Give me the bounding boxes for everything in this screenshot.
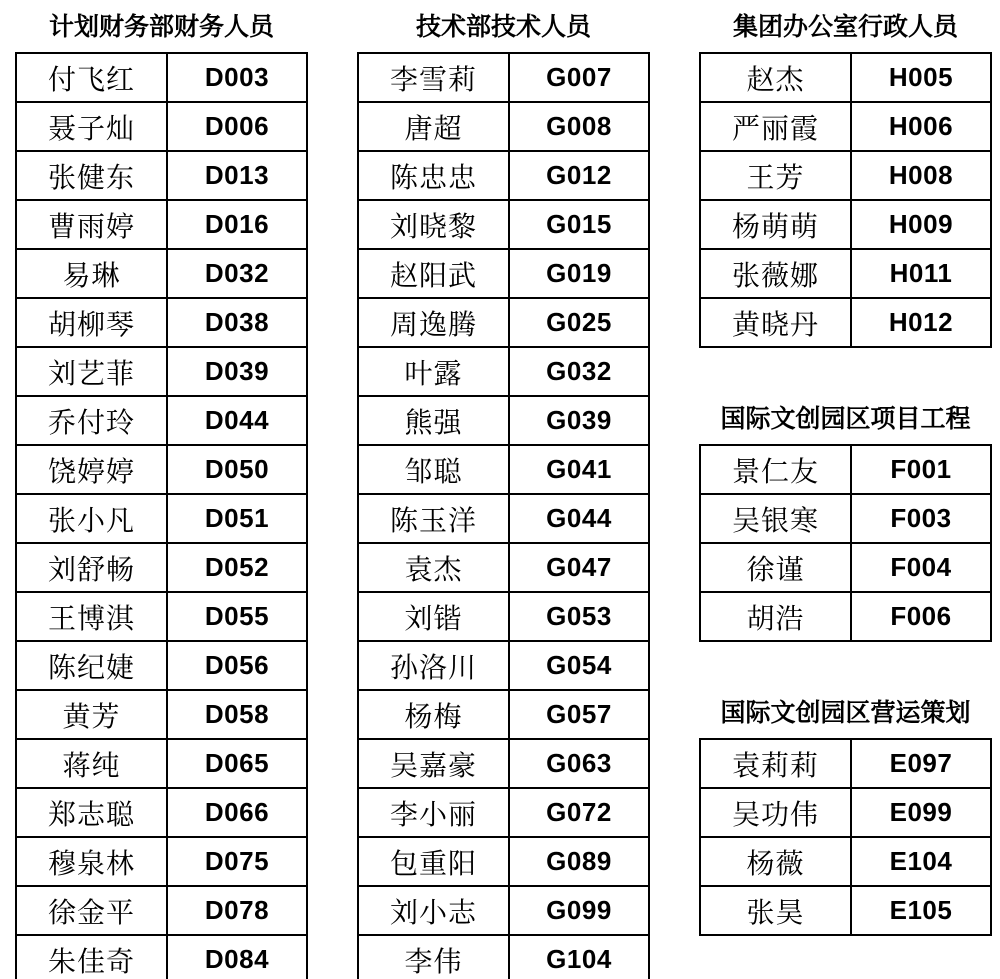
- group-title: 国际文创园区项目工程: [720, 405, 971, 433]
- employee-code: G053: [509, 592, 649, 641]
- table-row: [16, 249, 307, 298]
- column-technology-department: [357, 12, 650, 979]
- employee-code: G054: [509, 641, 649, 690]
- employee-code: G007: [509, 53, 649, 102]
- employee-name: 杨薇: [700, 837, 851, 886]
- group-title: 国际文创园区营运策划: [720, 699, 971, 727]
- employee-name: 胡浩: [700, 592, 851, 641]
- table-row: [16, 788, 307, 837]
- employee-name: 张昊: [700, 886, 851, 935]
- table-row: [358, 886, 649, 935]
- table-row: [700, 200, 991, 249]
- employee-name: 吴功伟: [700, 788, 851, 837]
- employee-name: 吴银寒: [700, 494, 851, 543]
- table-row: [358, 445, 649, 494]
- roster-table-body: [16, 53, 307, 979]
- employee-code: D052: [167, 543, 307, 592]
- table-row: [16, 151, 307, 200]
- employee-name: 徐金平: [16, 886, 167, 935]
- employee-name: 李雪莉: [358, 53, 509, 102]
- roster-table-body: [700, 445, 991, 641]
- table-row: [358, 935, 649, 979]
- employee-name: 杨萌萌: [700, 200, 851, 249]
- table-row: [700, 298, 991, 347]
- table-row: [700, 543, 991, 592]
- table-row: [16, 298, 307, 347]
- employee-name: 周逸腾: [358, 298, 509, 347]
- table-row: [16, 592, 307, 641]
- employee-name: 赵阳武: [358, 249, 509, 298]
- table-row: [16, 102, 307, 151]
- employee-code: G047: [509, 543, 649, 592]
- table-row: [700, 886, 991, 935]
- employee-name: 易琳: [16, 249, 167, 298]
- employee-name: 乔付玲: [16, 396, 167, 445]
- group-title: 计划财务部财务人员: [48, 13, 274, 41]
- employee-code: H006: [851, 102, 991, 151]
- employee-code: G072: [509, 788, 649, 837]
- table-row: [16, 53, 307, 102]
- employee-name: 郑志聪: [16, 788, 167, 837]
- table-row: [358, 151, 649, 200]
- employee-code: E105: [851, 886, 991, 935]
- table-row: [358, 200, 649, 249]
- roster-table-body: [700, 53, 991, 347]
- employee-code: D006: [167, 102, 307, 151]
- employee-name: 张小凡: [16, 494, 167, 543]
- employee-name: 刘小志: [358, 886, 509, 935]
- table-row: [358, 102, 649, 151]
- table-row: [16, 543, 307, 592]
- employee-code: D016: [167, 200, 307, 249]
- employee-code: G025: [509, 298, 649, 347]
- employee-name: 陈纪婕: [16, 641, 167, 690]
- employee-code: D066: [167, 788, 307, 837]
- roster-table-body: [700, 739, 991, 935]
- group-title: 技术部技术人员: [415, 13, 591, 41]
- employee-code: E104: [851, 837, 991, 886]
- employee-code: D055: [167, 592, 307, 641]
- employee-name: 严丽霞: [700, 102, 851, 151]
- table-row: [358, 396, 649, 445]
- employee-code: D032: [167, 249, 307, 298]
- employee-name: 陈玉洋: [358, 494, 509, 543]
- table-row: [16, 886, 307, 935]
- employee-name: 刘舒畅: [16, 543, 167, 592]
- table-row: [358, 53, 649, 102]
- employee-name: 刘晓黎: [358, 200, 509, 249]
- table-row: [358, 494, 649, 543]
- employee-code: F006: [851, 592, 991, 641]
- table-row: [358, 739, 649, 788]
- employee-code: G041: [509, 445, 649, 494]
- employee-code: D084: [167, 935, 307, 979]
- table-row: [700, 494, 991, 543]
- employee-code: F004: [851, 543, 991, 592]
- roster-table-body: [358, 53, 649, 979]
- employee-code: G039: [509, 396, 649, 445]
- personnel-group: [699, 12, 992, 348]
- employee-name: 熊强: [358, 396, 509, 445]
- employee-code: D075: [167, 837, 307, 886]
- roster-table: [699, 738, 992, 936]
- personnel-group: [699, 698, 992, 936]
- table-row: [16, 200, 307, 249]
- employee-code: D013: [167, 151, 307, 200]
- employee-code: G015: [509, 200, 649, 249]
- employee-code: D078: [167, 886, 307, 935]
- employee-name: 包重阳: [358, 837, 509, 886]
- column-finance-department: [15, 12, 308, 979]
- employee-name: 饶婷婷: [16, 445, 167, 494]
- table-row: [16, 445, 307, 494]
- employee-name: 穆泉林: [16, 837, 167, 886]
- table-row: [358, 837, 649, 886]
- employee-code: E097: [851, 739, 991, 788]
- employee-name: 曹雨婷: [16, 200, 167, 249]
- employee-code: D050: [167, 445, 307, 494]
- table-row: [700, 788, 991, 837]
- employee-code: G019: [509, 249, 649, 298]
- employee-name: 刘艺菲: [16, 347, 167, 396]
- table-row: [358, 298, 649, 347]
- employee-name: 孙洛川: [358, 641, 509, 690]
- employee-code: G063: [509, 739, 649, 788]
- table-row: [358, 249, 649, 298]
- employee-name: 王博淇: [16, 592, 167, 641]
- table-row: [16, 690, 307, 739]
- employee-name: 赵杰: [700, 53, 851, 102]
- employee-name: 景仁友: [700, 445, 851, 494]
- table-row: [358, 347, 649, 396]
- table-row: [16, 494, 307, 543]
- roster-table: [699, 444, 992, 642]
- roster-table: [357, 52, 650, 979]
- employee-name: 聂子灿: [16, 102, 167, 151]
- table-row: [16, 347, 307, 396]
- personnel-group: [357, 12, 650, 979]
- roster-table: [699, 52, 992, 348]
- employee-name: 叶露: [358, 347, 509, 396]
- employee-code: F003: [851, 494, 991, 543]
- table-row: [16, 739, 307, 788]
- employee-name: 杨梅: [358, 690, 509, 739]
- employee-name: 李小丽: [358, 788, 509, 837]
- table-row: [358, 543, 649, 592]
- employee-code: D058: [167, 690, 307, 739]
- employee-name: 张薇娜: [700, 249, 851, 298]
- employee-name: 黄芳: [16, 690, 167, 739]
- employee-code: D056: [167, 641, 307, 690]
- table-row: [16, 396, 307, 445]
- employee-code: G089: [509, 837, 649, 886]
- personnel-group: [15, 12, 308, 979]
- employee-code: G099: [509, 886, 649, 935]
- employee-code: G044: [509, 494, 649, 543]
- employee-name: 吴嘉豪: [358, 739, 509, 788]
- employee-name: 刘锴: [358, 592, 509, 641]
- employee-code: D044: [167, 396, 307, 445]
- table-row: [16, 641, 307, 690]
- table-row: [700, 739, 991, 788]
- employee-code: H012: [851, 298, 991, 347]
- employee-name: 袁杰: [358, 543, 509, 592]
- table-row: [700, 151, 991, 200]
- table-row: [358, 788, 649, 837]
- employee-code: D051: [167, 494, 307, 543]
- roster-table: [15, 52, 308, 979]
- column-admin-and-park-departments: [699, 12, 992, 936]
- table-row: [16, 935, 307, 979]
- employee-name: 袁莉莉: [700, 739, 851, 788]
- table-row: [358, 690, 649, 739]
- personnel-group: [699, 404, 992, 642]
- table-row: [700, 102, 991, 151]
- employee-name: 陈忠忠: [358, 151, 509, 200]
- table-row: [700, 592, 991, 641]
- table-row: [358, 592, 649, 641]
- employee-code: G057: [509, 690, 649, 739]
- employee-name: 李伟: [358, 935, 509, 979]
- employee-code: D065: [167, 739, 307, 788]
- employee-code: H008: [851, 151, 991, 200]
- table-row: [700, 249, 991, 298]
- employee-code: G008: [509, 102, 649, 151]
- employee-code: F001: [851, 445, 991, 494]
- table-row: [700, 445, 991, 494]
- employee-name: 唐超: [358, 102, 509, 151]
- employee-code: H011: [851, 249, 991, 298]
- employee-name: 胡柳琴: [16, 298, 167, 347]
- employee-name: 王芳: [700, 151, 851, 200]
- employee-code: D038: [167, 298, 307, 347]
- employee-code: D003: [167, 53, 307, 102]
- table-row: [358, 641, 649, 690]
- employee-name: 张健东: [16, 151, 167, 200]
- employee-name: 付飞红: [16, 53, 167, 102]
- employee-name: 邹聪: [358, 445, 509, 494]
- employee-code: G104: [509, 935, 649, 979]
- employee-name: 徐谨: [700, 543, 851, 592]
- employee-code: D039: [167, 347, 307, 396]
- employee-code: G032: [509, 347, 649, 396]
- employee-name: 蒋纯: [16, 739, 167, 788]
- employee-code: H009: [851, 200, 991, 249]
- employee-name: 朱佳奇: [16, 935, 167, 979]
- employee-name: 黄晓丹: [700, 298, 851, 347]
- employee-code: H005: [851, 53, 991, 102]
- employee-code: G012: [509, 151, 649, 200]
- table-row: [700, 53, 991, 102]
- group-title: 集团办公室行政人员: [732, 13, 958, 41]
- table-row: [16, 837, 307, 886]
- employee-code: E099: [851, 788, 991, 837]
- table-row: [700, 837, 991, 886]
